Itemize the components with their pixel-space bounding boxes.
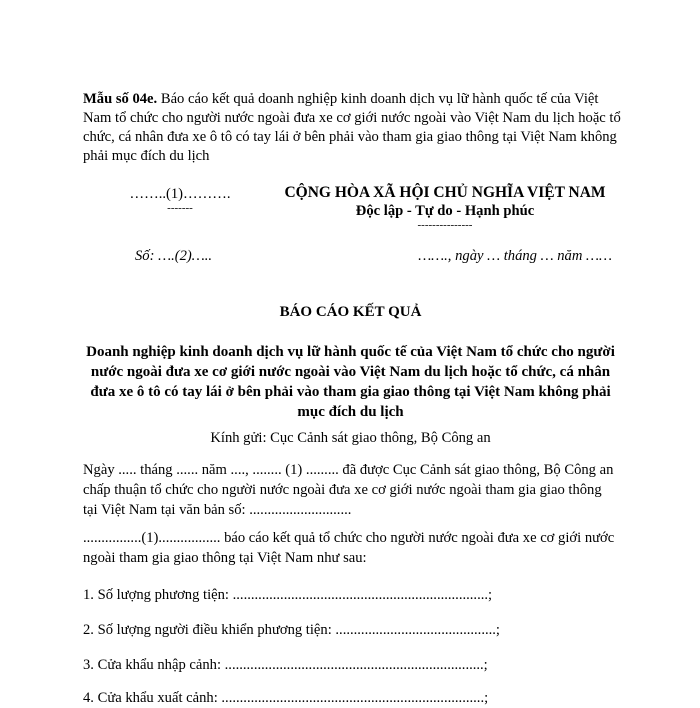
form-number-label: Mẫu số 04e.: [83, 91, 158, 107]
form-intro-text: Báo cáo kết quả doanh nghiệp kinh doanh dịch vụ lữ hành quốc tế của Việt Nam tổ chức cho người nước ngoài đưa xe cơ giới nước ngoài vào Việt Nam du lịch hoặc tổ chức, cá nhân đưa xe ô tô có tay lái ở bên phải vào tham gia giao thông tại Việt Nam không phải mục đích du lịch: [83, 91, 621, 164]
body-paragraph-1: Ngày ..... tháng ...... năm ...., ........ (1) ......... đã được Cục Cảnh sát giao thông, Bộ Công an chấp thuận tổ chức cho người nước ngoài đưa xe cơ giới nước ngoài tham gia giao thông tại Việt Nam tại văn bản số: ............................: [83, 462, 614, 518]
list-item-vehicle-count: 1. Số lượng phương tiện: ......................................................................;: [83, 587, 493, 603]
report-title: BÁO CÁO KẾT QUẢ: [279, 304, 422, 320]
form-intro: [83, 90, 623, 166]
country-name: CỘNG HÒA XÃ HỘI CHỦ NGHĨA VIỆT NAM: [284, 184, 606, 201]
document-number: Số: ….(2)…..: [135, 248, 213, 264]
list-item-exit-border-gate: 4. Cửa khẩu xuất cảnh: ........................................................................;: [83, 690, 489, 706]
org-underline: -------: [167, 202, 193, 214]
org-name-placeholder: ……..(1)……….: [129, 186, 231, 202]
list-item-driver-count: 2. Số lượng người điều khiển phương tiện: ............................................;: [83, 622, 500, 638]
report-subtitle: Doanh nghiệp kinh doanh dịch vụ lữ hành quốc tế của Việt Nam tổ chức cho người nước ngoài đưa xe cơ giới nước ngoài vào Việt Nam du lịch hoặc tổ chức, cá nhân đưa xe ô tô có tay lái ở bên phải vào tham gia giao thông tại Việt Nam không phải mục đích du lịch: [86, 344, 615, 420]
recipient-line: Kính gửi: Cục Cảnh sát giao thông, Bộ Công an: [210, 430, 491, 446]
list-item-entry-border-gate: 3. Cửa khẩu nhập cảnh: .......................................................................;: [83, 657, 488, 673]
document-date: ……., ngày … tháng … năm ……: [418, 248, 612, 264]
national-motto: Độc lập - Tự do - Hạnh phúc: [355, 203, 535, 219]
body-paragraph-2: ................(1)................. báo cáo kết quả tổ chức cho người nước ngoài đưa xe cơ giới nước ngoài tham gia giao thông tại Việt Nam như sau:: [83, 530, 615, 566]
motto-underline: ---------------: [417, 219, 473, 231]
